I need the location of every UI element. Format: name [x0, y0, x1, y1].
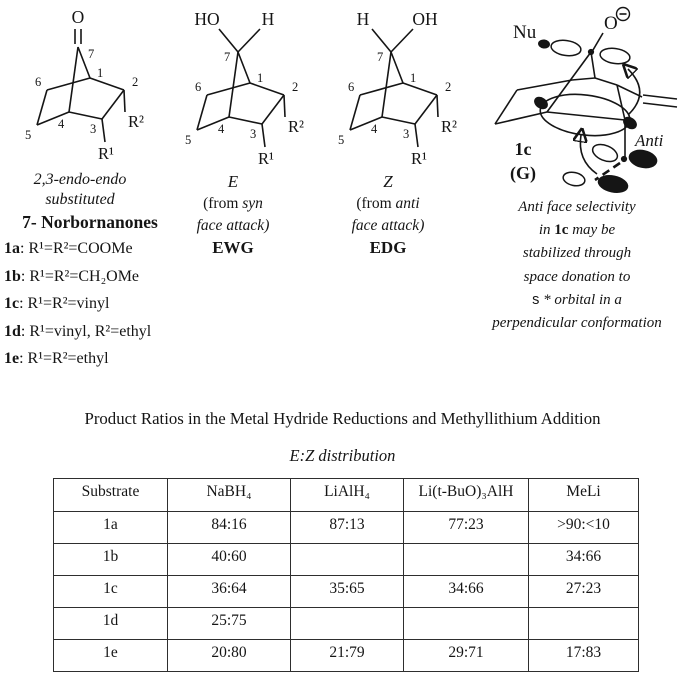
- value-cell: 20:80: [168, 640, 291, 672]
- carbonyl-double-bond: [75, 29, 81, 44]
- norbornane-skeleton: [37, 47, 125, 142]
- value-cell: 34:66: [404, 576, 529, 608]
- structure-2-e-alcohol-svg: [163, 4, 308, 169]
- compound-id: 1a: [4, 240, 20, 257]
- hydroxyl-label: OH: [412, 9, 438, 29]
- value-cell: 27:23: [529, 576, 639, 608]
- atom-number-4: 4: [58, 117, 65, 131]
- compound-id: 1d: [4, 322, 21, 340]
- substrate-cell: 1b: [54, 544, 168, 576]
- list-item: [4, 290, 151, 318]
- header-nabh4: NaBH₄: [168, 479, 291, 512]
- negative-charge-icon: [617, 8, 630, 21]
- atom-number-7: 7: [88, 47, 95, 61]
- r1-label: R¹: [411, 149, 427, 168]
- table-row: [54, 544, 639, 576]
- structure-3-caption: [308, 171, 468, 260]
- atom-number-5: 5: [185, 133, 192, 147]
- isomer-letter: Z: [383, 172, 393, 191]
- atom-number-3: 3: [403, 127, 410, 141]
- hydrogen-label: H: [356, 9, 370, 29]
- value-cell: 35:65: [291, 576, 404, 608]
- face-type: syn: [242, 195, 263, 212]
- compound-substituents: : R¹=R²=COOMe: [20, 240, 133, 257]
- value-cell: 87:13: [291, 512, 404, 544]
- vinyl-group: [617, 85, 677, 107]
- value-cell: [529, 608, 639, 640]
- sigma-symbol: s: [532, 291, 540, 308]
- list-item: [4, 235, 151, 263]
- value-cell: 36:64: [168, 576, 291, 608]
- atom-number-5: 5: [338, 133, 345, 147]
- r2-label: R²: [128, 112, 144, 131]
- compound-ref: 1c: [554, 222, 569, 239]
- atom-number-1: 1: [257, 71, 264, 85]
- oxygen-label: O: [71, 7, 85, 27]
- header-litbuo3alh: Li(t-BuO)₃AlH: [404, 479, 529, 512]
- value-cell: 34:66: [529, 544, 639, 576]
- list-item: [4, 318, 151, 346]
- compound-id: 1c: [4, 295, 20, 312]
- table-row: [54, 576, 639, 608]
- table-row: [54, 608, 639, 640]
- list-item: [4, 345, 151, 373]
- r1-label: R¹: [258, 149, 274, 168]
- hydroxyl-label: HO: [194, 9, 220, 29]
- compound-substituents: : R¹=R²=CH₂OMe: [20, 267, 140, 285]
- atom-number-3: 3: [250, 127, 257, 141]
- compound-substituents: : R¹=vinyl, R²=ethyl: [20, 322, 152, 340]
- value-cell: 25:75: [168, 608, 291, 640]
- face-attack-text: face attack): [351, 216, 425, 234]
- value-cell: 29:71: [404, 640, 529, 672]
- face-attack-text: face attack): [196, 216, 270, 234]
- structure-1-norbornanone-svg: [8, 6, 158, 168]
- isomer-letter: E: [227, 172, 239, 191]
- value-cell: [404, 544, 529, 576]
- compound-1c-label: 1c: [514, 139, 532, 159]
- r1-label: R¹: [98, 144, 114, 163]
- caption-text: may be: [568, 222, 616, 239]
- value-cell: 77:23: [404, 512, 529, 544]
- sigma-bond-orbital: [532, 90, 638, 141]
- norbornane-skeleton: [197, 52, 285, 147]
- atom-number-6: 6: [195, 80, 202, 94]
- header-substrate: Substrate: [54, 479, 168, 512]
- value-cell: [291, 544, 404, 576]
- atom-number-6: 6: [348, 80, 355, 94]
- compound-id: 1b: [4, 267, 21, 285]
- caption-line: Anti face selectivity: [518, 199, 636, 215]
- atom-number-2: 2: [445, 80, 452, 94]
- atom-number-6: 6: [35, 75, 42, 89]
- atom-number-4: 4: [371, 122, 378, 136]
- structure-1-caption: [0, 170, 160, 210]
- value-cell: [291, 608, 404, 640]
- value-cell: 21:79: [291, 640, 404, 672]
- compound-substituents: : R¹=R²=vinyl: [19, 295, 110, 312]
- substituent-list: [4, 235, 151, 373]
- list-item: [4, 263, 151, 291]
- structure-2-caption: [158, 171, 308, 260]
- face-type: anti: [395, 195, 420, 212]
- hydrogen-label: H: [261, 9, 275, 29]
- r2-label: R²: [288, 117, 304, 136]
- header-lialh4: LiAlH₄: [291, 479, 404, 512]
- nu-label: Nu: [513, 22, 537, 43]
- alkoxide-oxygen-label: O: [604, 13, 618, 34]
- atom-number-1: 1: [410, 71, 417, 85]
- table-subtitle: E:Z distribution: [289, 446, 396, 465]
- table-title: Product Ratios in the Metal Hydride Reductions and Methyllithium Addition: [84, 409, 601, 428]
- atom-number-2: 2: [132, 75, 139, 89]
- header-row: [54, 479, 639, 512]
- atom-number-1: 1: [97, 66, 104, 80]
- r2-label: R²: [441, 117, 457, 136]
- value-cell: 40:60: [168, 544, 291, 576]
- ring-skeleton: [495, 78, 625, 124]
- caption-line: [468, 289, 685, 312]
- atom-number-7: 7: [377, 50, 384, 64]
- substrate-cell: 1e: [54, 640, 168, 672]
- caption-text: * orbital in a: [539, 291, 622, 308]
- atom-number-2: 2: [292, 80, 299, 94]
- ratio-table: [53, 478, 639, 672]
- compound-substituents: : R¹=R²=ethyl: [19, 350, 109, 367]
- atom-number-4: 4: [218, 122, 225, 136]
- caption-line: space donation to: [523, 268, 631, 285]
- compound-id: 1e: [4, 350, 20, 367]
- structure-3-z-alcohol-svg: [313, 4, 463, 169]
- from-text: (from: [203, 195, 243, 212]
- header-meli: MeLi: [529, 479, 639, 512]
- g-group-label: (G): [510, 163, 536, 183]
- norbornane-skeleton: [350, 52, 438, 147]
- caption-line: perpendicular conformation: [492, 315, 662, 332]
- table-row: [54, 512, 639, 544]
- atom-number-5: 5: [25, 128, 32, 142]
- caption-substituted: substituted: [45, 191, 115, 208]
- caption-endo-endo: 2,3-endo-endo: [33, 171, 127, 188]
- value-cell: [404, 608, 529, 640]
- norbornanones-title: 7- Norbornanones: [22, 212, 158, 232]
- table-row: [54, 640, 639, 672]
- substrate-cell: 1d: [54, 608, 168, 640]
- value-cell: 84:16: [168, 512, 291, 544]
- anti-label: Anti: [635, 131, 664, 150]
- substrate-cell: 1a: [54, 512, 168, 544]
- group-type-label: EDG: [369, 238, 407, 257]
- substrate-cell: 1c: [54, 576, 168, 608]
- group-type-label: EWG: [212, 238, 254, 257]
- atom-number-7: 7: [224, 50, 231, 64]
- orbital-diagram-svg: [477, 2, 684, 194]
- diagram-caption: [468, 196, 685, 335]
- caption-line: stabilized through: [522, 245, 632, 262]
- value-cell: 17:83: [529, 640, 639, 672]
- caption-text: in: [538, 222, 555, 239]
- atom-number-3: 3: [90, 122, 97, 136]
- from-text: (from: [356, 195, 396, 212]
- value-cell: >90:<10: [529, 512, 639, 544]
- caption-line: [468, 219, 685, 242]
